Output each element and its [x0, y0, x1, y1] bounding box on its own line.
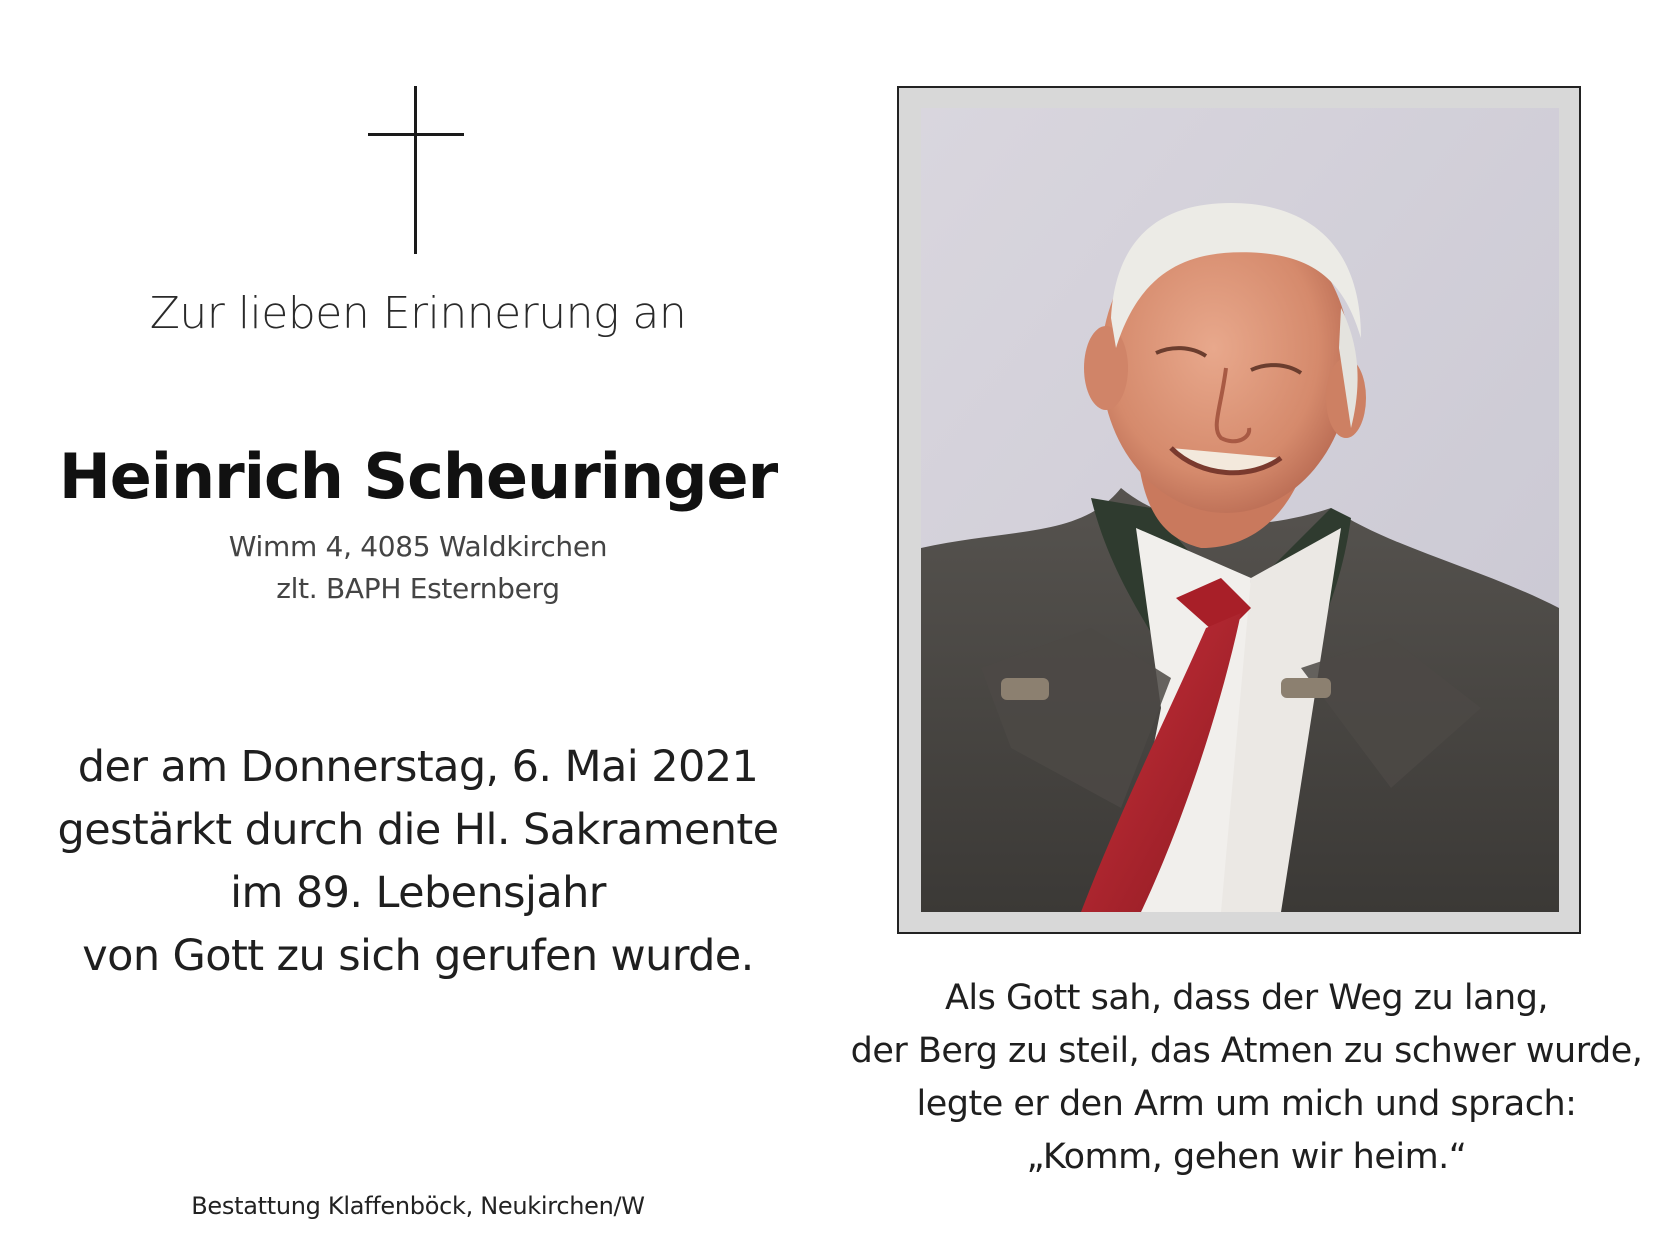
address-line-2: zlt. BAPH Esternberg: [276, 572, 560, 605]
poem-line: legte er den Arm um mich und sprach:: [916, 1084, 1577, 1124]
portrait-frame: [897, 86, 1581, 934]
poem: [836, 972, 1657, 1184]
portrait-illustration: [921, 108, 1559, 912]
cross-icon: [368, 86, 464, 254]
intro-text: Zur lieben Erinnerung an: [149, 288, 687, 339]
undertaker-credit: Bestattung Klaffenböck, Neukirchen/W: [191, 1192, 645, 1220]
poem-line: der Berg zu steil, das Atmen zu schwer wurde,: [850, 1031, 1643, 1071]
poem-line: Als Gott sah, dass der Weg zu lang,: [944, 978, 1549, 1018]
death-notice: [0, 736, 836, 988]
address-line-1: Wimm 4, 4085 Waldkirchen: [228, 530, 608, 563]
death-notice-line: im 89. Lebensjahr: [230, 868, 606, 918]
death-notice-line: von Gott zu sich gerufen wurde.: [82, 931, 754, 981]
poem-line: „Komm, gehen wir heim.“: [1026, 1137, 1467, 1177]
death-notice-line: der am Donnerstag, 6. Mai 2021: [77, 742, 759, 792]
death-notice-line: gestärkt durch die Hl. Sakramente: [57, 805, 779, 855]
portrait-photo: [921, 108, 1559, 912]
deceased-name: Heinrich Scheuringer: [58, 440, 778, 513]
